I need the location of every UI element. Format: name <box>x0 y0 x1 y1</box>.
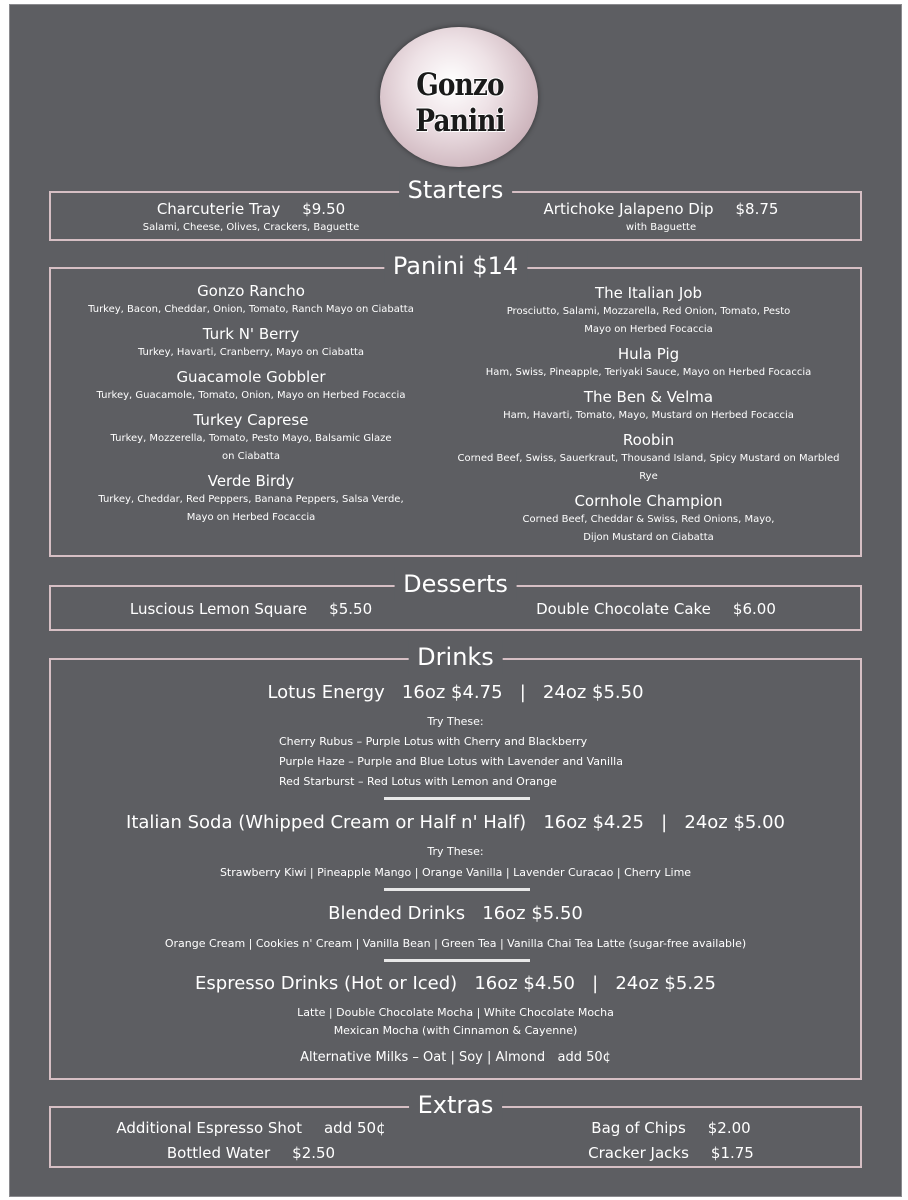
lotus-heading: Lotus Energy 16oz $4.75 | 24oz $5.50 <box>267 682 644 703</box>
panini-item <box>451 387 846 425</box>
extras-section <box>49 1091 862 1168</box>
panini-left-column <box>71 281 431 527</box>
starter-desc: Salami, Cheese, Olives, Crackers, Baguette <box>142 222 360 233</box>
panini-desc: Corned Beef, Swiss, Sauerkraut, Thousand Island, Spicy Mustard on Marbled Rye <box>457 453 840 482</box>
extra-name: Bottled Water <box>166 1144 271 1162</box>
alternative-milks: Alternative Milks – Oat | Soy | Almond add 50¢ <box>300 1050 611 1065</box>
lotus-try-label: Try These: <box>427 715 484 728</box>
panini-desc: Turkey, Bacon, Cheddar, Onion, Tomato, Ranch Mayo on Ciabatta <box>88 304 414 315</box>
panini-name: The Ben & Velma <box>583 388 714 406</box>
italian-soda-try-label: Try These: <box>427 845 484 858</box>
panini-name: Gonzo Rancho <box>197 282 305 300</box>
dessert-price: $5.50 <box>329 600 373 618</box>
panini-item <box>451 344 846 382</box>
espresso-heading: Espresso Drinks (Hot or Iced) 16oz $4.50 | 24oz $5.25 <box>195 973 716 994</box>
panini-section <box>49 252 862 557</box>
panini-name: Cornhole Champion <box>574 492 723 510</box>
panini-desc: Ham, Havarti, Tomato, Mayo, Mustard on Herbed Focaccia <box>503 410 794 421</box>
panini-right-column <box>451 283 846 547</box>
starters-title: Starters <box>399 173 513 207</box>
desserts-section <box>49 570 862 631</box>
logo-text: Gonzo Panini <box>415 67 505 139</box>
menu-board <box>9 4 902 1197</box>
panini-name: Turk N' Berry <box>202 325 300 343</box>
panini-desc: Turkey, Mozzerella, Tomato, Pesto Mayo, Balsamic Glaze <box>110 433 392 444</box>
desserts-title: Desserts <box>394 567 517 601</box>
lotus-flavor: Cherry Rubus – Purple Lotus with Cherry and Blackberry <box>279 735 588 748</box>
lotus-list <box>279 732 699 792</box>
divider <box>384 797 530 800</box>
panini-name: The Italian Job <box>594 284 703 302</box>
panini-name: Hula Pig <box>617 345 680 363</box>
blended-heading: Blended Drinks 16oz $5.50 <box>328 903 583 924</box>
divider <box>384 959 530 962</box>
divider <box>384 888 530 891</box>
extra-price: $1.75 <box>710 1144 754 1162</box>
extra-item <box>71 1141 431 1166</box>
panini-item <box>71 281 431 319</box>
extras-right-column <box>491 1116 851 1166</box>
panini-item <box>71 324 431 362</box>
panini-desc: Turkey, Havarti, Cranberry, Mayo on Ciabatta <box>137 347 365 358</box>
italian-soda-heading: Italian Soda (Whipped Cream or Half n' Half) 16oz $4.25 | 24oz $5.00 <box>126 812 785 833</box>
starter-item <box>71 199 431 237</box>
espresso-drinks: Mexican Mocha (with Cinnamon & Cayenne) <box>333 1024 578 1037</box>
starter-desc: with Baguette <box>625 222 697 233</box>
starter-name: Charcuterie Tray <box>156 200 281 218</box>
extras-title: Extras <box>409 1088 503 1122</box>
panini-name: Verde Birdy <box>207 472 295 490</box>
panini-name: Turkey Caprese <box>193 411 309 429</box>
panini-desc: Turkey, Cheddar, Red Peppers, Banana Peppers, Salsa Verde, <box>98 494 404 505</box>
starter-price: $8.75 <box>735 200 779 218</box>
extra-item <box>491 1141 851 1166</box>
panini-desc: Turkey, Guacamole, Tomato, Onion, Mayo on Herbed Focaccia <box>96 390 406 401</box>
extra-name: Cracker Jacks <box>588 1144 689 1162</box>
extra-item <box>71 1116 431 1141</box>
panini-desc: Prosciutto, Salami, Mozzarella, Red Onion, Tomato, Pesto <box>506 306 791 317</box>
panini-item <box>71 367 431 405</box>
panini-item <box>451 491 846 547</box>
lotus-flavor: Purple Haze – Purple and Blue Lotus with Lavender and Vanilla <box>279 755 623 768</box>
dessert-item <box>71 599 431 619</box>
dessert-price: $6.00 <box>732 600 776 618</box>
starter-item <box>481 199 841 237</box>
panini-desc: Dijon Mustard on Ciabatta <box>583 532 714 543</box>
panini-desc: Ham, Swiss, Pineapple, Teriyaki Sauce, Mayo on Herbed Focaccia <box>485 367 812 378</box>
starters-section <box>49 176 862 241</box>
drinks-title: Drinks <box>408 640 503 674</box>
extra-price: $2.50 <box>292 1144 336 1162</box>
lotus-flavor: Red Starburst – Red Lotus with Lemon and Orange <box>279 775 557 788</box>
espresso-drinks: Latte | Double Chocolate Mocha | White Chocolate Mocha <box>297 1006 614 1019</box>
dessert-item <box>476 599 836 619</box>
panini-item <box>451 283 846 339</box>
extra-price: add 50¢ <box>323 1119 386 1137</box>
dessert-name: Luscious Lemon Square <box>129 600 308 618</box>
starter-price: $9.50 <box>302 200 346 218</box>
starter-name: Artichoke Jalapeno Dip <box>543 200 714 218</box>
panini-desc: on Ciabatta <box>222 451 280 462</box>
extra-item <box>491 1116 851 1141</box>
panini-item <box>71 471 431 527</box>
dessert-name: Double Chocolate Cake <box>536 600 711 618</box>
panini-desc: Mayo on Herbed Focaccia <box>186 512 316 523</box>
extras-left-column <box>71 1116 431 1166</box>
panini-name: Guacamole Gobbler <box>176 368 326 386</box>
panini-item <box>71 410 431 466</box>
extra-name: Bag of Chips <box>591 1119 686 1137</box>
panini-desc: Mayo on Herbed Focaccia <box>584 324 713 335</box>
panini-desc: Corned Beef, Cheddar & Swiss, Red Onions, Mayo, <box>522 514 775 525</box>
extra-price: $2.00 <box>707 1119 751 1137</box>
panini-name: Roobin <box>622 431 675 449</box>
blended-flavors: Orange Cream | Cookies n' Cream | Vanilla Bean | Green Tea | Vanilla Chai Tea Latte (sugar-free available) <box>164 937 747 950</box>
italian-soda-flavors: Strawberry Kiwi | Pineapple Mango | Orange Vanilla | Lavender Curacao | Cherry Lime <box>219 866 692 879</box>
drinks-section <box>49 643 862 1080</box>
panini-item <box>451 430 846 486</box>
panini-title: Panini $14 <box>384 249 527 283</box>
extra-name: Additional Espresso Shot <box>116 1119 302 1137</box>
